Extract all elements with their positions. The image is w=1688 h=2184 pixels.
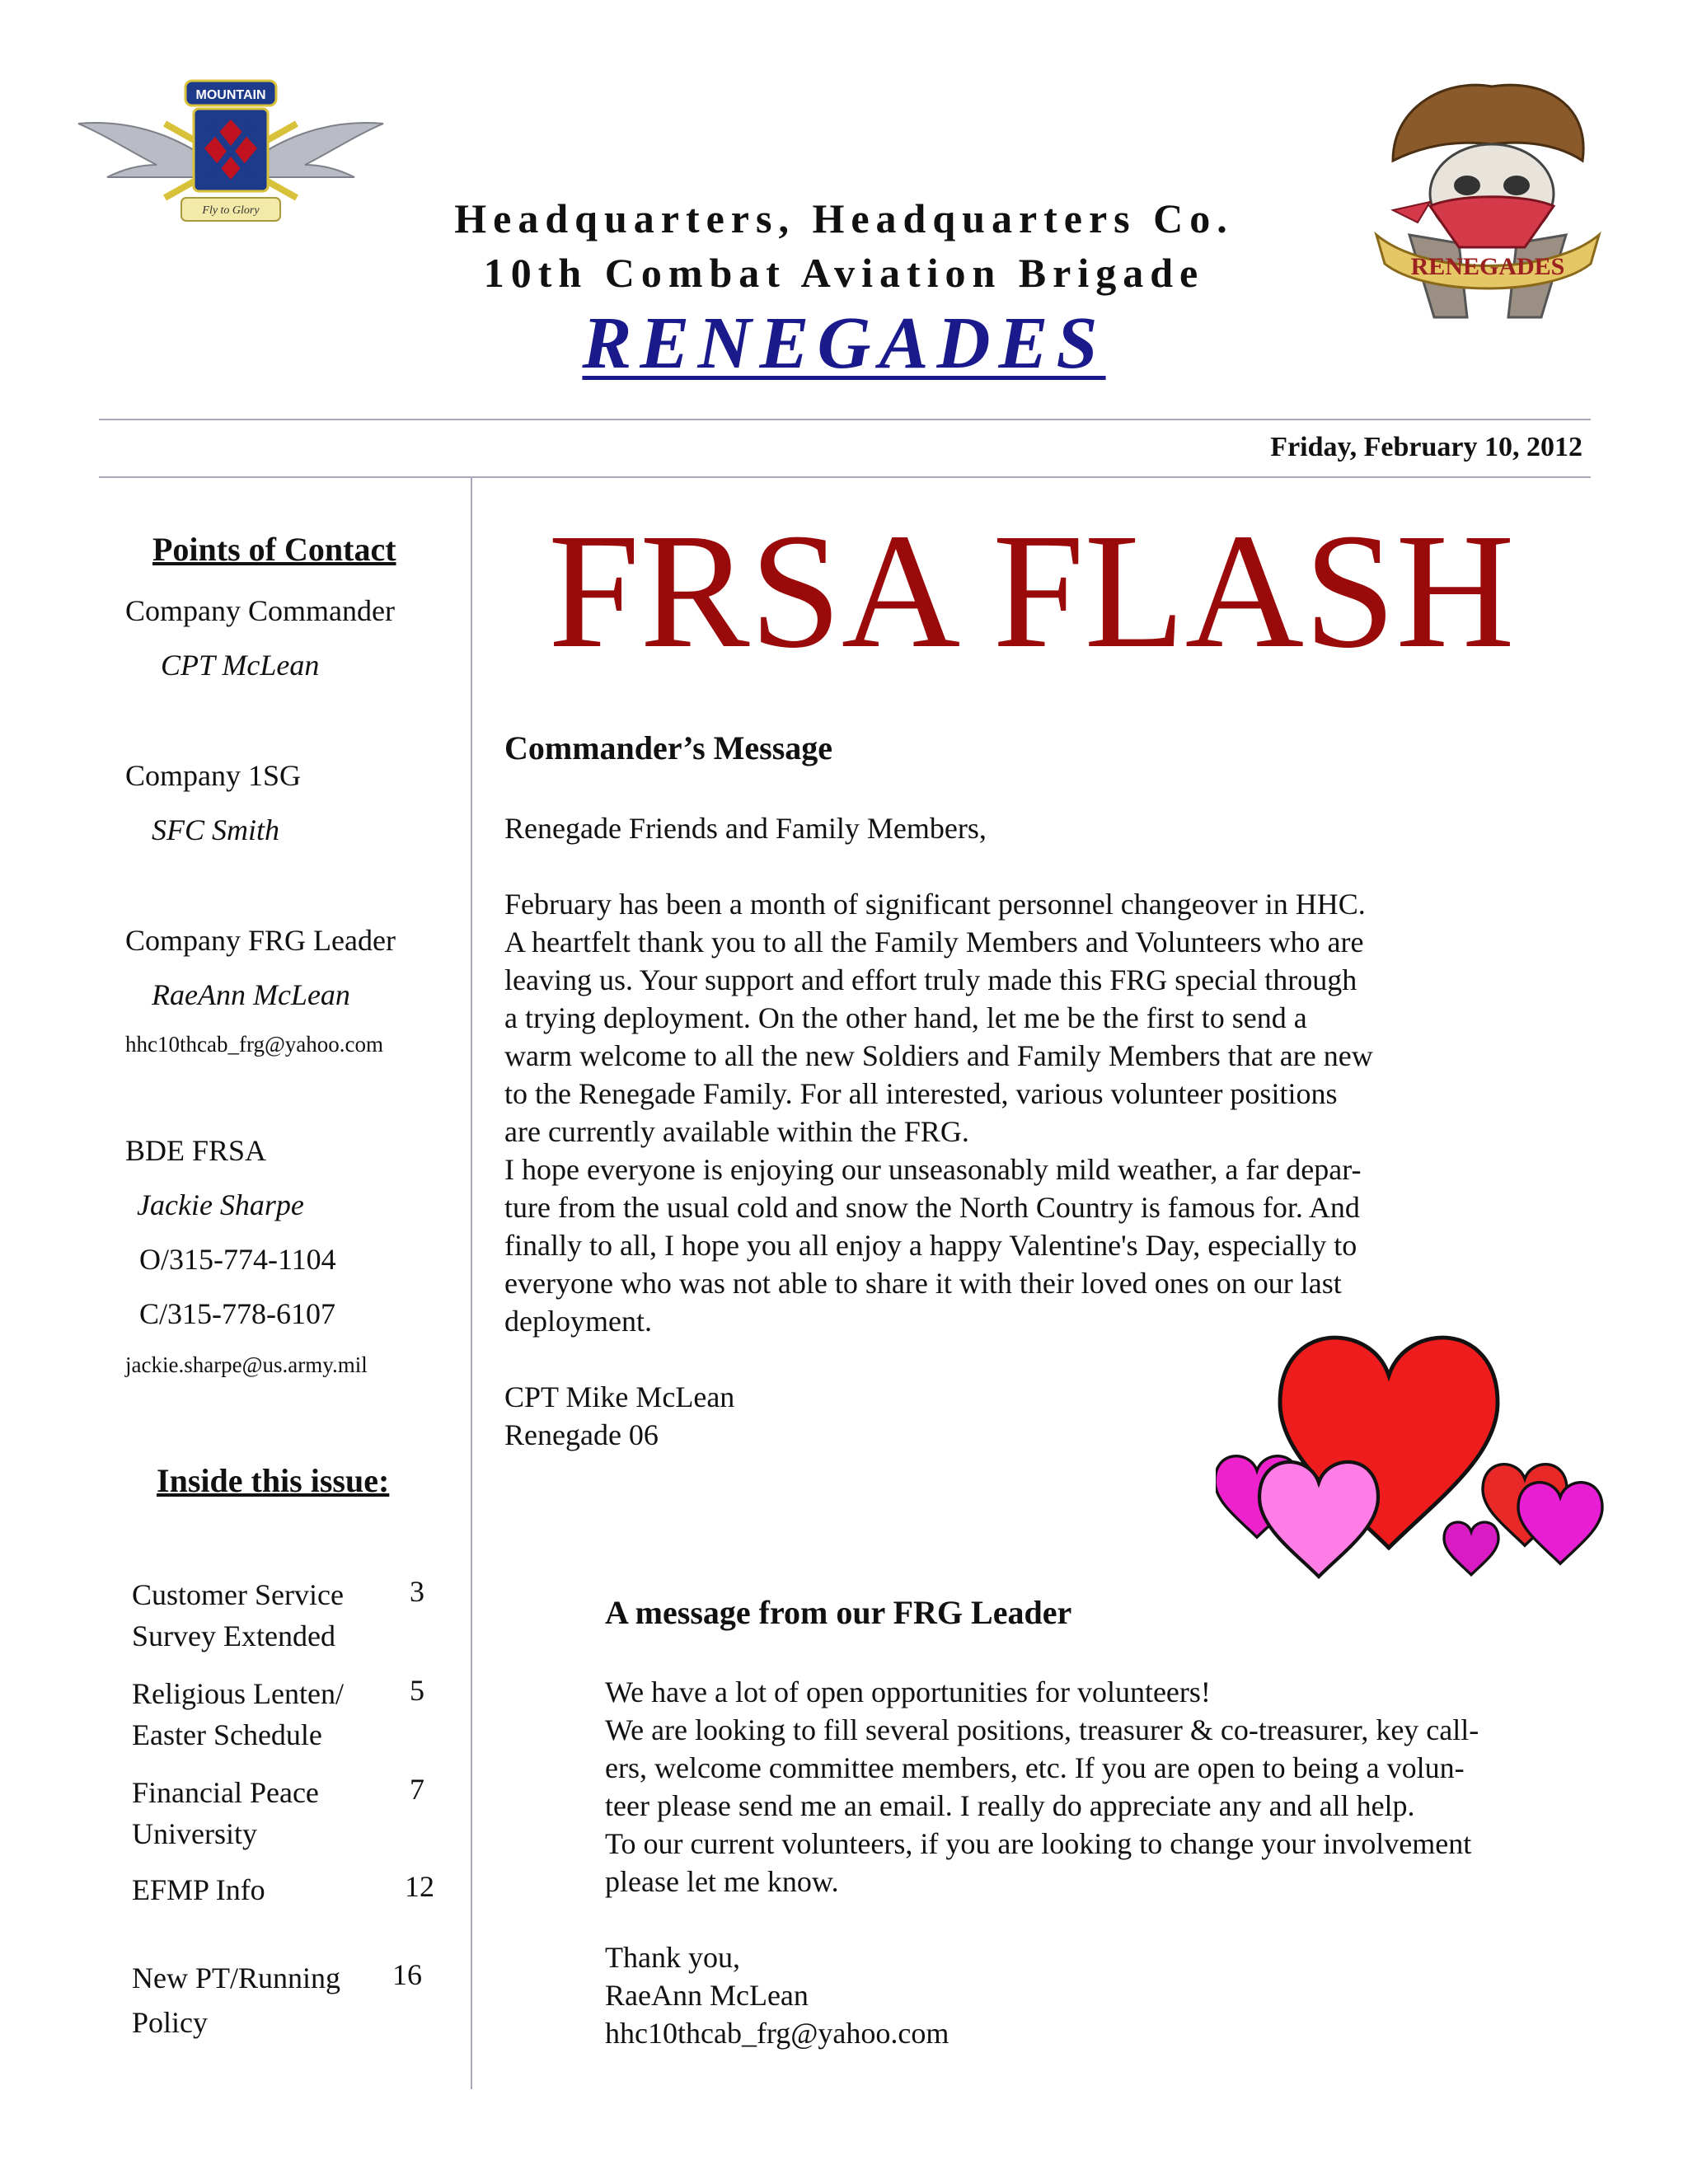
header-rule-bottom	[99, 476, 1591, 478]
signature-email[interactable]: hhc10thcab_frg@yahoo.com	[605, 2017, 950, 2050]
body-line: A heartfelt thank you to all the Family Members and Volunteers who are	[504, 926, 1364, 958]
body-line: We have a lot of open opportunities for volunteers!	[605, 1675, 1211, 1708]
body-line: to the Renegade Family. For all interested, various volunteer positions	[504, 1077, 1338, 1110]
badge-motto-text: Fly to Glory	[202, 204, 260, 217]
contact-email[interactable]: jackie.sharpe@us.army.mil	[125, 1352, 368, 1377]
poc-title: Points of Contact	[152, 531, 396, 568]
contact-name: RaeAnn McLean	[152, 978, 350, 1011]
contact-name: SFC Smith	[152, 813, 280, 846]
toc-item-page: 7	[410, 1773, 424, 1806]
greeting: Renegade Friends and Family Members,	[504, 812, 987, 845]
unit-name-text: RENEGADES	[582, 302, 1106, 384]
toc-item[interactable]	[132, 1673, 396, 1755]
toc-item-page: 12	[405, 1870, 434, 1903]
toc-item-title: Financial Peace	[132, 1776, 319, 1809]
commander-message-heading: Commander’s Message	[504, 729, 833, 766]
header-rule-top	[99, 419, 1591, 420]
contact-role: Company Commander	[125, 594, 395, 627]
contact-email[interactable]: hhc10thcab_frg@yahoo.com	[125, 1032, 384, 1057]
body-line: everyone who was not able to share it with their loved ones on our last	[504, 1267, 1342, 1300]
inside-issue-title: Inside this issue:	[157, 1462, 390, 1499]
contact-name: CPT McLean	[161, 649, 320, 682]
sidebar-divider	[471, 478, 472, 2089]
signature-callsign: Renegade 06	[504, 1418, 659, 1451]
toc-item-title: University	[132, 1817, 257, 1850]
issue-date: Friday, February 10, 2012	[1270, 432, 1582, 462]
body-line: teer please send me an email. I really do appreciate any and all help.	[605, 1789, 1415, 1822]
thanks-line: Thank you,	[605, 1941, 740, 1974]
unit-name-title	[0, 301, 1688, 386]
signature-name: CPT Mike McLean	[504, 1380, 735, 1413]
toc-item-title: Survey Extended	[132, 1619, 335, 1652]
toc-item-page: 3	[410, 1575, 424, 1608]
signature-name: RaeAnn McLean	[605, 1979, 809, 2012]
contact-office-phone: O/315-774-1104	[139, 1243, 336, 1276]
body-line: warm welcome to all the new Soldiers and Family Members that are new	[504, 1039, 1373, 1072]
frg-message-heading: A message from our FRG Leader	[605, 1594, 1072, 1631]
contact-cell-phone: C/315-778-6107	[139, 1297, 335, 1330]
body-line: I hope everyone is enjoying our unseasonably mild weather, a far depar-	[504, 1153, 1362, 1186]
body-line: are currently available within the FRG.	[504, 1115, 969, 1148]
body-line: February has been a month of significant personnel changeover in HHC.	[504, 888, 1366, 921]
body-line: a trying deployment. On the other hand, let me be the first to send a	[504, 1001, 1307, 1034]
toc-item[interactable]	[132, 1574, 396, 1657]
badge-mountain-text: MOUNTAIN	[195, 88, 266, 102]
frg-message-body	[605, 1673, 1594, 2052]
toc-item[interactable]	[132, 1772, 396, 1854]
frsa-flash-banner: FRSA FLASH	[548, 500, 1515, 682]
body-line: ers, welcome committee members, etc. If you are open to being a volun-	[605, 1751, 1465, 1784]
toc-item-title: New PT/Running	[132, 1961, 341, 1994]
body-line: deployment.	[504, 1305, 652, 1338]
body-line: To our current volunteers, if you are looking to change your involvement	[605, 1827, 1472, 1860]
header-line-2: 10th Combat Aviation Brigade	[483, 250, 1205, 296]
contact-role: Company FRG Leader	[125, 924, 396, 957]
contact-role: BDE FRSA	[125, 1134, 267, 1167]
body-line: leaving us. Your support and effort truly made this FRG special through	[504, 963, 1357, 996]
contact-role: Company 1SG	[125, 759, 302, 792]
body-line: We are looking to fill several positions, treasurer & co-treasurer, key call-	[605, 1713, 1479, 1746]
body-line: please let me know.	[605, 1865, 839, 1898]
body-line: ture from the usual cold and snow the North Country is famous for. And	[504, 1191, 1360, 1224]
contact-name: Jackie Sharpe	[137, 1188, 304, 1221]
toc-item-title: Easter Schedule	[132, 1718, 322, 1751]
toc-item[interactable]	[132, 1869, 396, 1910]
toc-item-title: Religious Lenten/	[132, 1677, 344, 1710]
header-line-1: Headquarters, Headquarters Co.	[454, 195, 1234, 241]
renegades-banner-text: RENEGADES	[1410, 253, 1565, 280]
toc-item-title: EFMP Info	[132, 1873, 265, 1906]
toc-item-page: 5	[410, 1674, 424, 1707]
body-line: finally to all, I hope you all enjoy a happy Valentine's Day, especially to	[504, 1229, 1357, 1262]
toc-item-title: Customer Service	[132, 1578, 344, 1611]
valentine-hearts-icon	[1216, 1335, 1611, 1582]
toc-item-page: 16	[392, 1958, 422, 1991]
toc-item-title: Policy	[132, 2006, 209, 2039]
